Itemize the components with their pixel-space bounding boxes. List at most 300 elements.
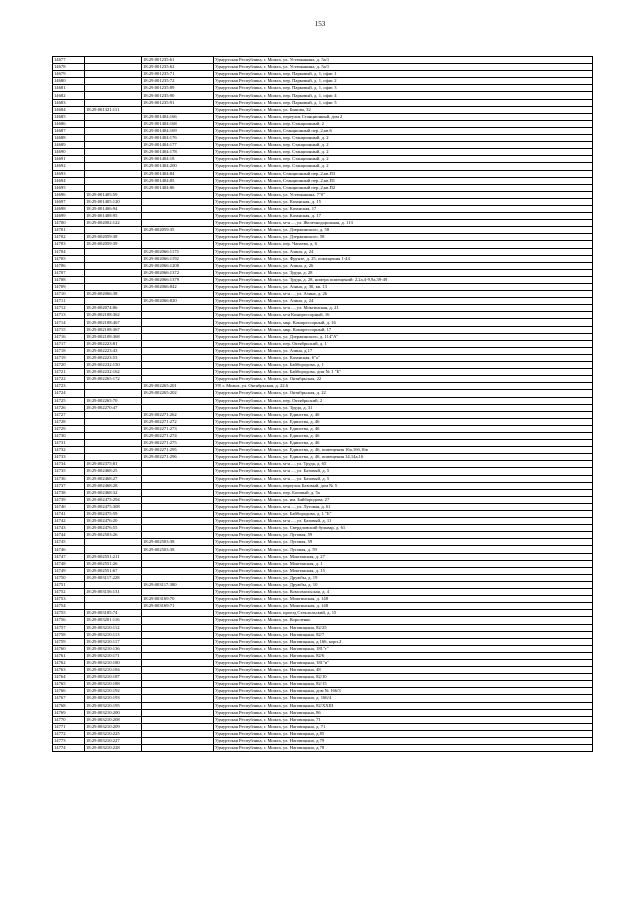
table-row bbox=[53, 652, 593, 659]
land-cadastral-cell bbox=[85, 71, 142, 78]
building-cadastral-cell: 18:29:001404:200 bbox=[142, 163, 214, 170]
land-cadastral-cell: 18:29:003210:227 bbox=[85, 738, 142, 745]
row-number-cell: 14741 bbox=[53, 511, 85, 518]
building-cadastral-cell bbox=[142, 525, 214, 532]
table-row bbox=[53, 397, 593, 404]
table-row bbox=[53, 142, 593, 149]
table-row bbox=[53, 723, 593, 730]
row-number-cell: 14700 bbox=[53, 220, 85, 227]
building-cadastral-cell bbox=[142, 362, 214, 369]
building-cadastral-cell: 18:29:001404:84 bbox=[142, 170, 214, 177]
row-number-cell: 14730 bbox=[53, 432, 85, 439]
table-row bbox=[53, 503, 593, 510]
building-cadastral-cell: 18:29:002271:274 bbox=[142, 432, 214, 439]
address-cell: Удмуртская Республика, г. Можга, ул. Наговицына, д.78 bbox=[214, 745, 593, 752]
building-cadastral-cell bbox=[142, 496, 214, 503]
land-cadastral-cell: 18:29:003210:187 bbox=[85, 674, 142, 681]
address-cell: Удмуртская Республика, г. Можга, ул. Казанская, д. 17 bbox=[214, 213, 593, 220]
building-cadastral-cell bbox=[142, 738, 214, 745]
table-row bbox=[53, 177, 593, 184]
row-number-cell: 14727 bbox=[53, 411, 85, 418]
building-cadastral-cell bbox=[142, 205, 214, 212]
land-cadastral-cell bbox=[85, 596, 142, 603]
row-number-cell: 14732 bbox=[53, 447, 85, 454]
row-number-cell: 14774 bbox=[53, 745, 85, 752]
table-row bbox=[53, 617, 593, 624]
address-cell: Удмуртская Республика, г. Можга, ул. Наговицына, 71 bbox=[214, 716, 593, 723]
address-cell: Удмуртская Республика, г. Можга, ул. Наговицына, д.79 bbox=[214, 738, 593, 745]
land-cadastral-cell: 18:29:003210:112 bbox=[85, 624, 142, 631]
address-cell: Удмуртская Республика, г. Можга, ул. Фрунзе, д. 25, помещения 1-44 bbox=[214, 255, 593, 262]
land-cadastral-cell bbox=[85, 447, 142, 454]
building-cadastral-cell: 18:29:002066:1372 bbox=[142, 269, 214, 276]
row-number-cell: 14719 bbox=[53, 354, 85, 361]
building-cadastral-cell bbox=[142, 730, 214, 737]
land-cadastral-cell: 18:29:003210:188 bbox=[85, 681, 142, 688]
table-row bbox=[53, 461, 593, 468]
land-cadastral-cell bbox=[85, 432, 142, 439]
row-number-cell: 14714 bbox=[53, 319, 85, 326]
land-cadastral-cell: 18:29:003210:136 bbox=[85, 645, 142, 652]
building-cadastral-cell: 18:29:002265:201 bbox=[142, 383, 214, 390]
row-number-cell: 14756 bbox=[53, 617, 85, 624]
table-row bbox=[53, 667, 593, 674]
row-number-cell: 14679 bbox=[53, 71, 85, 78]
table-row bbox=[53, 113, 593, 120]
address-cell: Удмуртская Республика, г. Можга, м-н Компрессорный, 16 bbox=[214, 312, 593, 319]
row-number-cell: 14755 bbox=[53, 610, 85, 617]
address-cell: Удмуртская Республика, г. Можга, м-н ..., ул. Базовый, д. 5 bbox=[214, 475, 593, 482]
table-row bbox=[53, 589, 593, 596]
building-cadastral-cell: 18:29:002066:1379 bbox=[142, 276, 214, 283]
address-cell: Удмуртская Республика, г. Можга, ул. Комсомольская, д. 4 bbox=[214, 589, 593, 596]
land-cadastral-cell bbox=[85, 170, 142, 177]
address-cell: Удмуртская Республика, г. Можга, ул. Дзержинского, д. 114"А" bbox=[214, 333, 593, 340]
address-cell: УР, г. Можга, ул. Октябрьская, д. 22.6 bbox=[214, 383, 593, 390]
table-row bbox=[53, 106, 593, 113]
address-cell: Удмуртская Республика, г. Можга, пер. Станционный, д. 2 bbox=[214, 149, 593, 156]
building-cadastral-cell bbox=[142, 695, 214, 702]
land-cadastral-cell: 18:29:002468:32 bbox=[85, 489, 142, 496]
address-cell: Удмуртская Республика, г. Можга, ул. Азина, д. 24 bbox=[214, 248, 593, 255]
table-row bbox=[53, 496, 593, 503]
table-row bbox=[53, 610, 593, 617]
building-cadastral-cell bbox=[142, 659, 214, 666]
building-cadastral-cell: 18:29:002503:38 bbox=[142, 539, 214, 546]
land-cadastral-cell: 18:29:002223:81 bbox=[85, 340, 142, 347]
address-cell: Удмуртская Республика, г. Можга, Станционный пер.,2,кв.П1 bbox=[214, 177, 593, 184]
building-cadastral-cell: 18:29:002066:1192 bbox=[142, 255, 214, 262]
address-cell: Удмуртская Республика, г. Можга, ул. Дзержинского, д. 58 bbox=[214, 227, 593, 234]
address-cell: Удмуртская Республика, г. Можга, пер. Чапаева, д. 6 bbox=[214, 241, 593, 248]
row-number-cell: 14763 bbox=[53, 667, 85, 674]
table-row bbox=[53, 468, 593, 475]
row-number-cell: 14687 bbox=[53, 127, 85, 134]
address-cell: Удмуртская Республика, г. Можга, ул. Наговицына, 86 bbox=[214, 709, 593, 716]
land-cadastral-cell bbox=[85, 298, 142, 305]
building-cadastral-cell bbox=[142, 312, 214, 319]
building-cadastral-cell bbox=[142, 553, 214, 560]
building-cadastral-cell: 18:29:001235:62 bbox=[142, 64, 214, 71]
land-cadastral-cell: 18:29:001321:111 bbox=[85, 106, 142, 113]
row-number-cell: 14720 bbox=[53, 362, 85, 369]
table-row bbox=[53, 581, 593, 588]
address-cell: Удмуртская Республика, г. Можга, м-н ..., ул. Азина, д. 26 bbox=[214, 291, 593, 298]
table-row bbox=[53, 539, 593, 546]
address-cell: Удмуртская Республика, г. Можга, ул. Азина, д.17 bbox=[214, 347, 593, 354]
row-number-cell: 14686 bbox=[53, 120, 85, 127]
land-cadastral-cell bbox=[85, 262, 142, 269]
land-cadastral-cell: 18:29:002108:362 bbox=[85, 312, 142, 319]
land-cadastral-cell bbox=[85, 383, 142, 390]
building-cadastral-cell bbox=[142, 688, 214, 695]
building-cadastral-cell bbox=[142, 369, 214, 376]
row-number-cell: 14710 bbox=[53, 291, 85, 298]
building-cadastral-cell bbox=[142, 617, 214, 624]
row-number-cell: 14713 bbox=[53, 312, 85, 319]
row-number-cell: 14752 bbox=[53, 589, 85, 596]
land-cadastral-cell: 18:29:003210:193 bbox=[85, 695, 142, 702]
land-cadastral-cell bbox=[85, 127, 142, 134]
land-cadastral-cell: 18:29:001406:94 bbox=[85, 205, 142, 212]
table-row bbox=[53, 596, 593, 603]
land-cadastral-cell: 18:29:002108:467 bbox=[85, 319, 142, 326]
land-cadastral-cell: 18:29:002066:38 bbox=[85, 291, 142, 298]
table-row bbox=[53, 163, 593, 170]
address-cell: Удмуртская Республика, г. Можга, ул. Азина, д. 26 bbox=[214, 262, 593, 269]
building-cadastral-cell bbox=[142, 191, 214, 198]
building-cadastral-cell: 18:29:002066:1200 bbox=[142, 262, 214, 269]
land-cadastral-cell: 18:29:002265:70 bbox=[85, 397, 142, 404]
building-cadastral-cell bbox=[142, 340, 214, 347]
table-row bbox=[53, 362, 593, 369]
row-number-cell: 14731 bbox=[53, 440, 85, 447]
land-cadastral-cell bbox=[85, 539, 142, 546]
table-row bbox=[53, 638, 593, 645]
address-cell: Удмуртская Республика, г. Можга, ул. Наговицына, 181"г" bbox=[214, 645, 593, 652]
row-number-cell: 14753 bbox=[53, 596, 85, 603]
table-row bbox=[53, 695, 593, 702]
table-row bbox=[53, 454, 593, 461]
table-row bbox=[53, 369, 593, 376]
table-row bbox=[53, 291, 593, 298]
table-row bbox=[53, 120, 593, 127]
row-number-cell: 14729 bbox=[53, 425, 85, 432]
address-cell: Удмуртская Республика, г. Можга, ул. Луговая, 59 bbox=[214, 532, 593, 539]
address-cell: Удмуртская Республика, г. Можга, ул. Труда, д. 28, номера помещений: 2,2а,4-9,9а,39-49 bbox=[214, 276, 593, 283]
row-number-cell: 14768 bbox=[53, 702, 85, 709]
land-cadastral-cell bbox=[85, 156, 142, 163]
row-number-cell: 14769 bbox=[53, 709, 85, 716]
table-row bbox=[53, 184, 593, 191]
building-cadastral-cell bbox=[142, 745, 214, 752]
row-number-cell: 14722 bbox=[53, 376, 85, 383]
table-row bbox=[53, 560, 593, 567]
table-row bbox=[53, 532, 593, 539]
land-cadastral-cell bbox=[85, 85, 142, 92]
row-number-cell: 14726 bbox=[53, 404, 85, 411]
row-number-cell: 14745 bbox=[53, 539, 85, 546]
address-cell: Удмуртская Республика, г. Можга, ул. Устюжанина, д. 5а/1 bbox=[214, 57, 593, 64]
land-cadastral-cell: 18:29:002551:26 bbox=[85, 560, 142, 567]
land-cadastral-cell bbox=[85, 248, 142, 255]
row-number-cell: 14743 bbox=[53, 525, 85, 532]
table-row bbox=[53, 574, 593, 581]
building-cadastral-cell: 18:29:001404:86 bbox=[142, 184, 214, 191]
land-cadastral-cell: 18:29:002232:150 bbox=[85, 362, 142, 369]
row-number-cell: 14696 bbox=[53, 191, 85, 198]
table-row bbox=[53, 624, 593, 631]
table-row bbox=[53, 227, 593, 234]
row-number-cell: 14725 bbox=[53, 397, 85, 404]
address-cell: Удмуртская Республика, г. Можга, ул. Наговицына, 82/7 bbox=[214, 631, 593, 638]
row-number-cell: 14744 bbox=[53, 532, 85, 539]
table-row bbox=[53, 71, 593, 78]
building-cadastral-cell bbox=[142, 518, 214, 525]
address-cell: Удмуртская Республика, г. Можга, ул. Дружбы, д. 19 bbox=[214, 574, 593, 581]
address-cell: Удмуртская Республика, г. Можга, ул. Казанская, 6"а" bbox=[214, 354, 593, 361]
land-cadastral-cell: 18:29:001405:120 bbox=[85, 198, 142, 205]
land-cadastral-cell bbox=[85, 276, 142, 283]
row-number-cell: 14697 bbox=[53, 198, 85, 205]
row-number-cell: 14680 bbox=[53, 78, 85, 85]
building-cadastral-cell bbox=[142, 560, 214, 567]
row-number-cell: 14682 bbox=[53, 92, 85, 99]
address-cell: Удмуртская Республика, г. Можга, ул. Наговицына, 82/6 bbox=[214, 652, 593, 659]
land-cadastral-cell: 18:29:002475:308 bbox=[85, 503, 142, 510]
row-number-cell: 14762 bbox=[53, 659, 85, 666]
building-cadastral-cell: 18:29:002271:295 bbox=[142, 447, 214, 454]
address-cell: Удмуртская Республика, г. Можга, пер. Парковый, д. 1, офис 5 bbox=[214, 99, 593, 106]
building-cadastral-cell bbox=[142, 567, 214, 574]
row-number-cell: 14758 bbox=[53, 631, 85, 638]
address-cell: Удмуртская Республика, г. Можга, пер. Октябрьский, д. 1 bbox=[214, 340, 593, 347]
building-cadastral-cell bbox=[142, 475, 214, 482]
row-number-cell: 14733 bbox=[53, 454, 85, 461]
address-cell: Удмуртская Республика, г. Можга, пер. Станционный, 2 bbox=[214, 120, 593, 127]
table-row bbox=[53, 347, 593, 354]
building-cadastral-cell: 18:29:001404:169 bbox=[142, 127, 214, 134]
building-cadastral-cell: 18:29:001235:89 bbox=[142, 85, 214, 92]
table-row bbox=[53, 603, 593, 610]
address-cell: Удмуртская Республика, г. Можга, ул. Единства, д. 46 bbox=[214, 440, 593, 447]
address-cell: Удмуртская Республика, г. Можга, ул. Единства, д. 46, помещения 16а,16б,16в bbox=[214, 447, 593, 454]
row-number-cell: 14704 bbox=[53, 248, 85, 255]
row-number-cell: 14707 bbox=[53, 269, 85, 276]
table-row bbox=[53, 333, 593, 340]
row-number-cell: 14721 bbox=[53, 369, 85, 376]
row-number-cell: 14693 bbox=[53, 170, 85, 177]
row-number-cell: 14683 bbox=[53, 99, 85, 106]
address-cell: Удмуртская Республика, г. Можга, пер. Базовый, д. 5а bbox=[214, 489, 593, 496]
address-cell: Удмуртская Республика, г. Можга, ул. Устюжанина, 7"б" bbox=[214, 191, 593, 198]
building-cadastral-cell bbox=[142, 106, 214, 113]
address-cell: Удмуртская Республика, г. Можга, пер. Станционный, д. 2 bbox=[214, 163, 593, 170]
address-cell: Удмуртская Республика, г. Можга, ул. Казанская, д. 15 bbox=[214, 198, 593, 205]
table-row bbox=[53, 525, 593, 532]
address-cell: Удмуртская Республика, г. Можга, ул. Единства, д. 46 bbox=[214, 411, 593, 418]
address-cell: Удмуртская Республика, г. Можга, ул. Труда, д. 31 bbox=[214, 404, 593, 411]
row-number-cell: 14705 bbox=[53, 255, 85, 262]
table-row bbox=[53, 716, 593, 723]
land-cadastral-cell: 18:29:002059:38 bbox=[85, 234, 142, 241]
address-cell: Удмуртская Республика, г. Можга, ул. Азина, д. 24 bbox=[214, 298, 593, 305]
building-cadastral-cell bbox=[142, 291, 214, 298]
table-row bbox=[53, 440, 593, 447]
building-cadastral-cell bbox=[142, 589, 214, 596]
table-row bbox=[53, 674, 593, 681]
building-cadastral-cell bbox=[142, 354, 214, 361]
address-cell: Удмуртская Республика, г. Можга, переулок Базовый, дом № 5 bbox=[214, 482, 593, 489]
land-cadastral-cell: 18:29:003210:192 bbox=[85, 688, 142, 695]
land-cadastral-cell: 18:29:002475:294 bbox=[85, 496, 142, 503]
building-cadastral-cell: 18:29:001235:72 bbox=[142, 78, 214, 85]
land-cadastral-cell bbox=[85, 284, 142, 291]
table-row bbox=[53, 404, 593, 411]
address-cell: Удмуртская Республика, г. Можга, ул. Мокгинская, д. 1 bbox=[214, 560, 593, 567]
land-cadastral-cell: 18:29:002551:67 bbox=[85, 567, 142, 574]
land-cadastral-cell bbox=[85, 177, 142, 184]
address-cell: Удмуртская Республика, г. Можга, ул. Единства, д. 46, помещения 14,14а,16 bbox=[214, 454, 593, 461]
building-cadastral-cell bbox=[142, 347, 214, 354]
row-number-cell: 14699 bbox=[53, 213, 85, 220]
row-number-cell: 14681 bbox=[53, 85, 85, 92]
table-row bbox=[53, 298, 593, 305]
address-cell: Удмуртская Республика, г. Можга, ул. Наговицына, 82/15 bbox=[214, 681, 593, 688]
building-cadastral-cell bbox=[142, 716, 214, 723]
building-cadastral-cell bbox=[142, 631, 214, 638]
table-row bbox=[53, 85, 593, 92]
table-row bbox=[53, 205, 593, 212]
land-cadastral-cell bbox=[85, 546, 142, 553]
row-number-cell: 14684 bbox=[53, 106, 85, 113]
land-cadastral-cell: 18:29:002475:59 bbox=[85, 511, 142, 518]
table-row bbox=[53, 241, 593, 248]
address-cell: Удмуртская Республика, г. Можга, пер. Октябрьский, 2 bbox=[214, 397, 593, 404]
row-number-cell: 14723 bbox=[53, 383, 85, 390]
address-cell: Удмуртская Республика, г. Можга, ул. Единства, д. 46 bbox=[214, 432, 593, 439]
building-cadastral-cell bbox=[142, 610, 214, 617]
table-row bbox=[53, 312, 593, 319]
land-cadastral-cell: 18:29:001405:59 bbox=[85, 191, 142, 198]
address-cell: Удмуртская Республика, г. Можга, ул. Короленко bbox=[214, 617, 593, 624]
row-number-cell: 14736 bbox=[53, 475, 85, 482]
land-cadastral-cell bbox=[85, 227, 142, 234]
building-cadastral-cell: 18:29:002066:820 bbox=[142, 298, 214, 305]
address-cell: Удмуртская Республика, г. Можга, м-н ..., ул. Железнодорожная, д. 113 bbox=[214, 220, 593, 227]
land-cadastral-cell: 18:29:002265:172 bbox=[85, 376, 142, 383]
land-cadastral-cell: 18:29:002468:28 bbox=[85, 482, 142, 489]
building-cadastral-cell: 18:29:001404:166 bbox=[142, 113, 214, 120]
address-cell: Удмуртская Республика, г. Можга, ул. Наговицына, д.166, корп.2 bbox=[214, 638, 593, 645]
land-cadastral-cell: 18:29:002059:39 bbox=[85, 241, 142, 248]
land-cadastral-cell: 18:29:003210:184 bbox=[85, 667, 142, 674]
address-cell: Удмуртская Республика, г. Можга, ул. Можгинская, д. 148 bbox=[214, 596, 593, 603]
address-cell: Удмуртская Республика, г. Можга, ул. Азина, д. 30, кв. 13 bbox=[214, 284, 593, 291]
land-cadastral-cell: 18:29:003210:180 bbox=[85, 659, 142, 666]
table-row bbox=[53, 376, 593, 383]
land-cadastral-cell bbox=[85, 255, 142, 262]
table-row bbox=[53, 432, 593, 439]
address-cell: Удмуртская Республика, г. Можга, ул. Октябрьская, д. 22 bbox=[214, 390, 593, 397]
land-cadastral-cell: 18:29:002503:26 bbox=[85, 532, 142, 539]
land-cadastral-cell: 18:29:002551:211 bbox=[85, 553, 142, 560]
address-cell: Удмуртская Республика, г. Можга, ул. Наговицына, 82/25 bbox=[214, 624, 593, 631]
row-number-cell: 14724 bbox=[53, 390, 85, 397]
row-number-cell: 14678 bbox=[53, 64, 85, 71]
land-cadastral-cell: 18:29:003201:116 bbox=[85, 617, 142, 624]
address-cell: Удмуртская Республика, г. Можга, пер. Станционный, д. 2 bbox=[214, 142, 593, 149]
land-cadastral-cell: 18:29:003185:74 bbox=[85, 610, 142, 617]
row-number-cell: 14716 bbox=[53, 333, 85, 340]
building-cadastral-cell bbox=[142, 213, 214, 220]
row-number-cell: 14766 bbox=[53, 688, 85, 695]
table-row bbox=[53, 425, 593, 432]
row-number-cell: 14761 bbox=[53, 652, 85, 659]
table-row bbox=[53, 681, 593, 688]
address-cell: Удмуртская Республика, г. Можга, ул. Наговицына, 82/10 bbox=[214, 674, 593, 681]
row-number-cell: 14747 bbox=[53, 553, 85, 560]
row-number-cell: 14748 bbox=[53, 560, 85, 567]
row-number-cell: 14706 bbox=[53, 262, 85, 269]
address-cell: Удмуртская Республика, г. Можга, ул. Наговицына, 48 bbox=[214, 667, 593, 674]
land-cadastral-cell: 18:29:003210:228 bbox=[85, 745, 142, 752]
table-row bbox=[53, 702, 593, 709]
building-cadastral-cell bbox=[142, 319, 214, 326]
row-number-cell: 14717 bbox=[53, 340, 85, 347]
row-number-cell: 14754 bbox=[53, 603, 85, 610]
land-cadastral-cell: 18:29:002468:27 bbox=[85, 475, 142, 482]
building-cadastral-cell: 18:29:001235:61 bbox=[142, 57, 214, 64]
address-cell: Удмуртская Республика, г. Можга, ул. Мокгинская, д. 15 bbox=[214, 567, 593, 574]
land-cadastral-cell: 18:29:002476:20 bbox=[85, 518, 142, 525]
land-cadastral-cell: 18:29:003156:131 bbox=[85, 589, 142, 596]
land-cadastral-cell bbox=[85, 99, 142, 106]
address-cell: Удмуртская Республика, г. Можга, ул. Луговая, д. 59 bbox=[214, 546, 593, 553]
building-cadastral-cell: 18:29:001404:18 bbox=[142, 156, 214, 163]
land-cadastral-cell: 18:29:002108:368 bbox=[85, 333, 142, 340]
table-row bbox=[53, 248, 593, 255]
row-number-cell: 14771 bbox=[53, 723, 85, 730]
row-number-cell: 14734 bbox=[53, 461, 85, 468]
row-number-cell: 14751 bbox=[53, 581, 85, 588]
building-cadastral-cell: 18:29:001235:71 bbox=[142, 71, 214, 78]
address-cell: Удмуртская Республика, г. Можга, ул. Дзержинского, 58 bbox=[214, 234, 593, 241]
address-cell: Удмуртская Республика, г. Можга, пер. Станционный, д. 2 bbox=[214, 156, 593, 163]
row-number-cell: 14749 bbox=[53, 567, 85, 574]
table-row bbox=[53, 255, 593, 262]
land-cadastral-cell: 18:29:002074:86 bbox=[85, 305, 142, 312]
address-cell: Удмуртская Республика, г. Можга, Станционный пер.,2,кв.П2 bbox=[214, 184, 593, 191]
address-cell: Удмуртская Республика, г. Можга, ул. Можгинская, д. 148 bbox=[214, 603, 593, 610]
land-cadastral-cell: 18:29:002002:122 bbox=[85, 220, 142, 227]
building-cadastral-cell bbox=[142, 234, 214, 241]
building-cadastral-cell bbox=[142, 489, 214, 496]
table-row bbox=[53, 511, 593, 518]
row-number-cell: 14694 bbox=[53, 177, 85, 184]
registry-table bbox=[52, 56, 593, 752]
table-row bbox=[53, 198, 593, 205]
land-cadastral-cell bbox=[85, 581, 142, 588]
row-number-cell: 14767 bbox=[53, 695, 85, 702]
address-cell: Удмуртская Республика, г. Можга, м-н ..., ул. Базовый, д. 11 bbox=[214, 518, 593, 525]
building-cadastral-cell bbox=[142, 468, 214, 475]
row-number-cell: 14702 bbox=[53, 234, 85, 241]
building-cadastral-cell: 18:29:003169:71 bbox=[142, 603, 214, 610]
land-cadastral-cell bbox=[85, 57, 142, 64]
row-number-cell: 14759 bbox=[53, 638, 85, 645]
table-row bbox=[53, 688, 593, 695]
